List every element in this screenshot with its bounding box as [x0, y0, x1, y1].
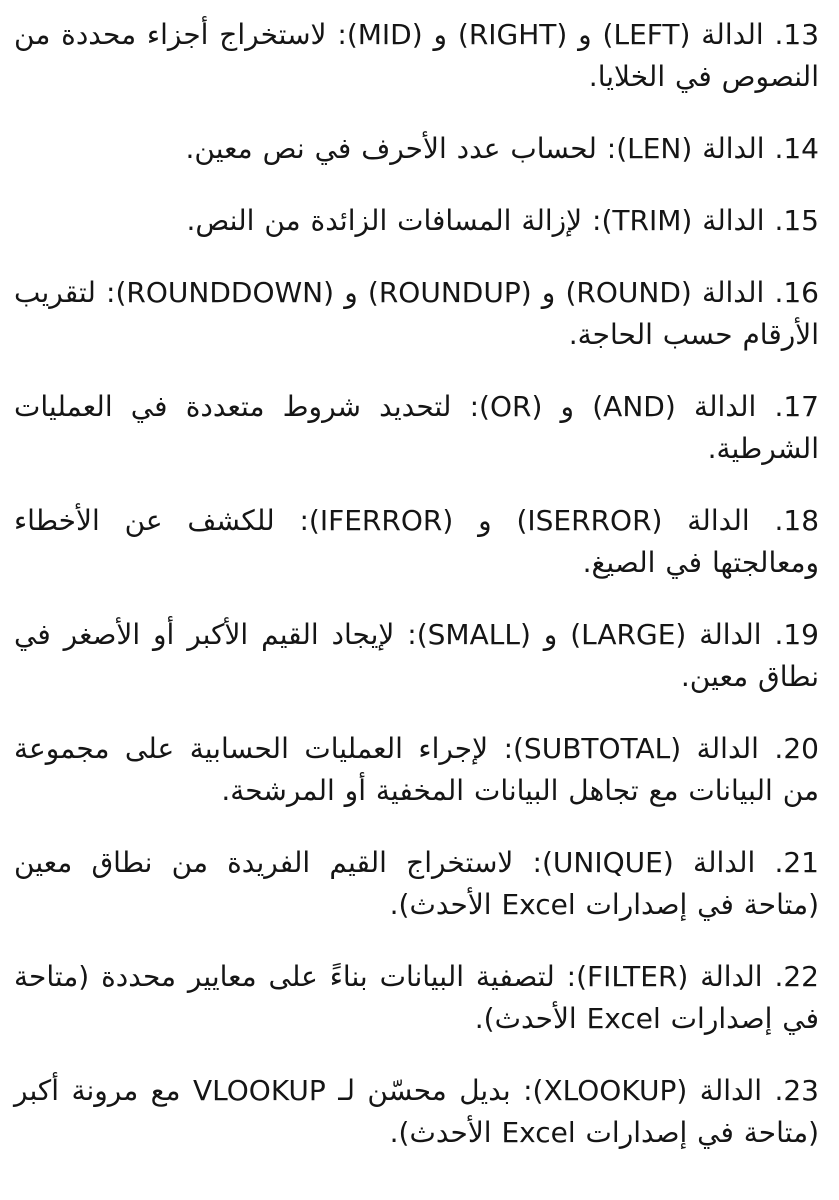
list-item-18: 18. الدالة (ISERROR) و (IFERROR): للكشف عن الأخطاء ومعالجتها في الصيغ. — [14, 504, 820, 579]
list-item-13: 13. الدالة (LEFT) و (RIGHT) و (MID): لاستخراج أجزاء محددة من النصوص في الخلايا. — [14, 18, 820, 93]
list-item-23: 23. الدالة (XLOOKUP): بديل محسّن لـ VLOOKUP مع مرونة أكبر (متاحة في إصدارات Excel الأحدث). — [14, 1074, 819, 1149]
list-item-19: 19. الدالة (LARGE) و (SMALL): لإيجاد القيم الأكبر أو الأصغر في نطاق معين. — [14, 618, 819, 693]
list-item-17: 17. الدالة (AND) و (OR): لتحديد شروط متعددة في العمليات الشرطية. — [14, 390, 819, 465]
list-item-15: 15. الدالة (TRIM): لإزالة المسافات الزائدة من النص. — [186, 204, 819, 237]
list-item-16: 16. الدالة (ROUND) و (ROUNDUP) و (ROUNDDOWN): لتقريب الأرقام حسب الحاجة. — [14, 276, 819, 351]
list-item-14: 14. الدالة (LEN): لحساب عدد الأحرف في نص معين. — [185, 132, 819, 165]
list-item-21: 21. الدالة (UNIQUE): لاستخراج القيم الفريدة من نطاق معين (متاحة في إصدارات Excel الأحدث). — [14, 846, 819, 921]
list-item-22: 22. الدالة (FILTER): لتصفية البيانات بناءً على معايير محددة (متاحة في إصدارات Excel الأحدث). — [14, 960, 819, 1035]
list-item-20: 20. الدالة (SUBTOTAL): لإجراء العمليات الحسابية على مجموعة من البيانات مع تجاهل البيانات المخفية أو المرشحة. — [14, 732, 819, 807]
